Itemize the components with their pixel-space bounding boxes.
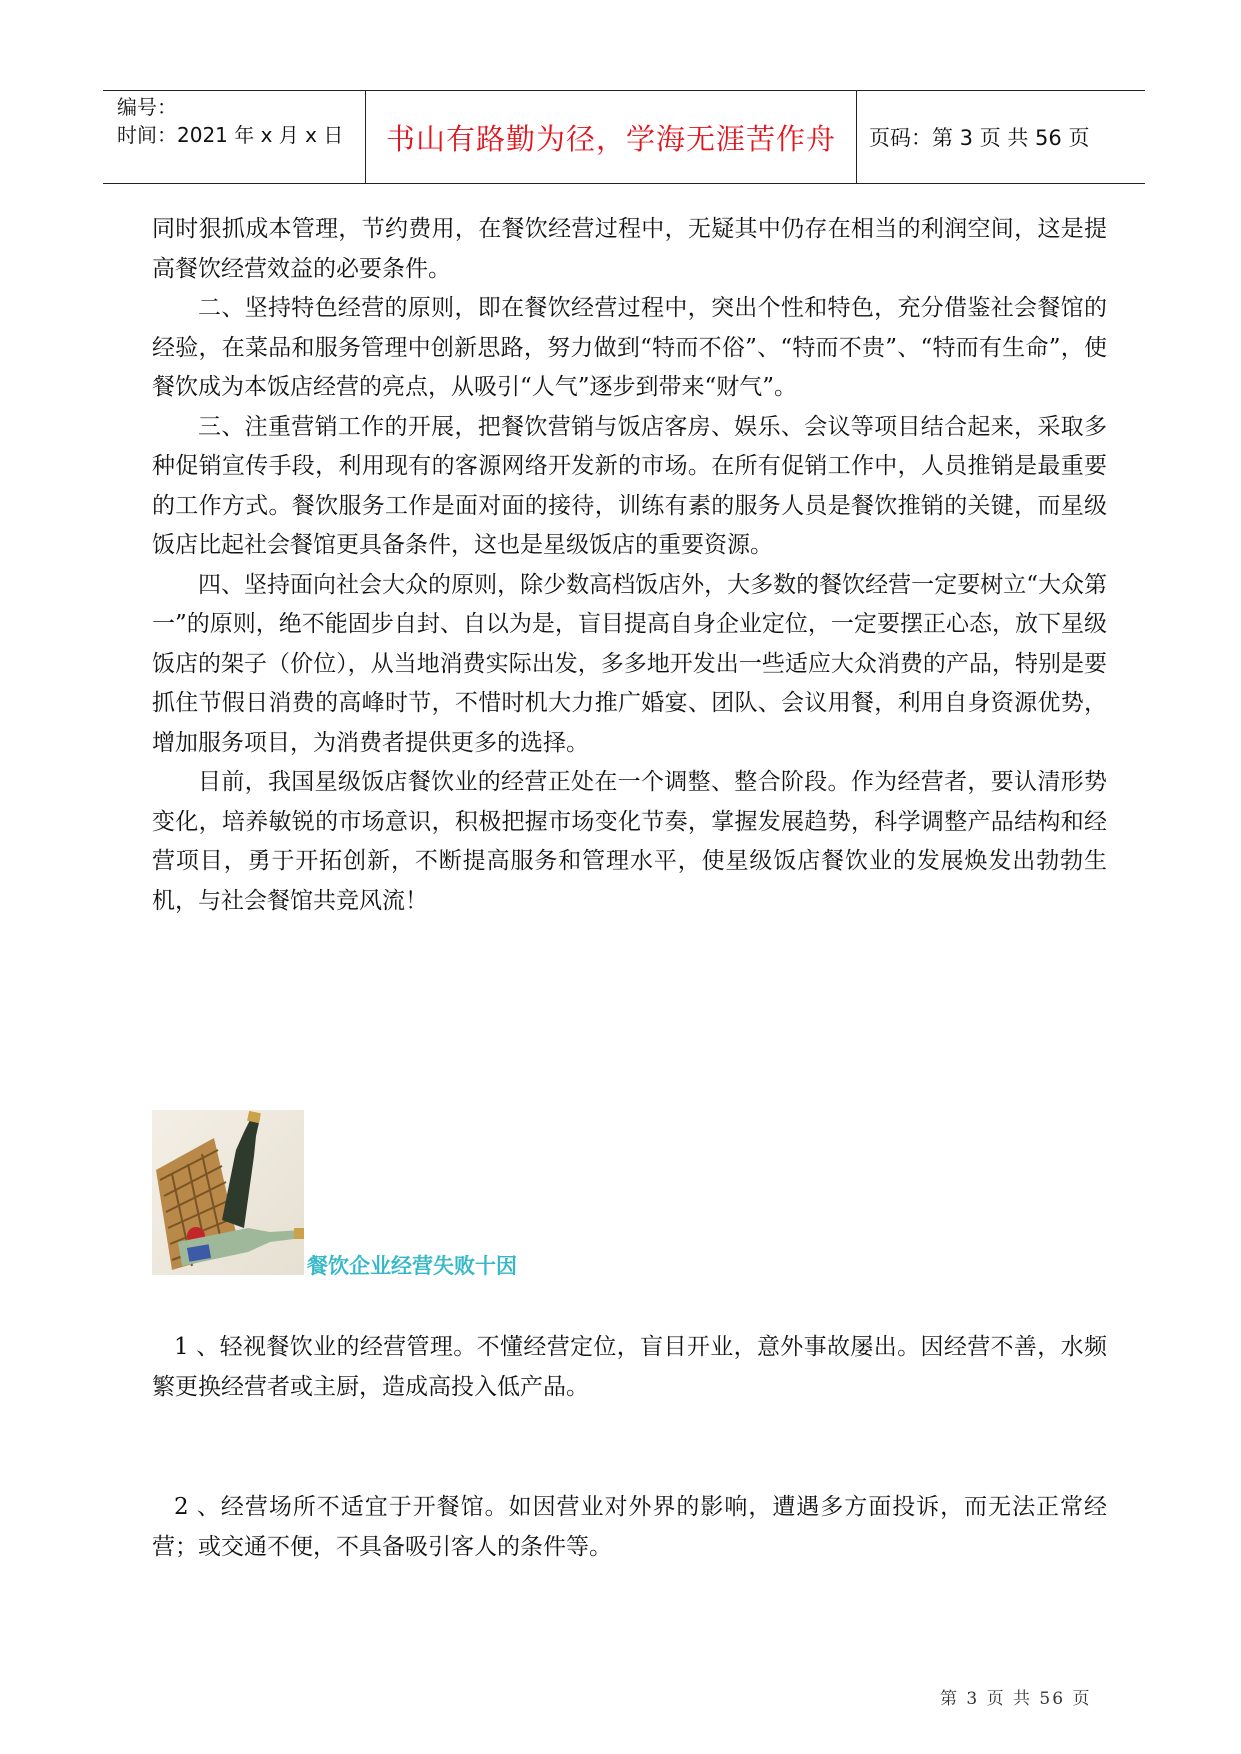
- header-motto: 书山有路勤为径，学海无涯苦作舟: [366, 91, 857, 183]
- list-item: [152, 1487, 1107, 1567]
- list-item-text: 1 、轻视餐饮业的经营管理。不懂经营定位，盲目开业，意外事故屡出。因经营不善，水频繁更换经营者或主厨，造成高投入低产品。: [152, 1334, 1107, 1400]
- page-header: [103, 90, 1145, 184]
- header-page-code: 页码：第 3 页 共 56 页: [869, 126, 1090, 150]
- list-item: [152, 1327, 1107, 1407]
- body-content: [152, 210, 1107, 921]
- wine-bottles-image: [152, 1110, 304, 1275]
- paragraph: 三、注重营销工作的开展，把餐饮营销与饭店客房、娱乐、会议等项目结合起来，采取多种促销宣传手段，利用现有的客源网络开发新的市场。在所有促销工作中，人员推销是最重要的工作方式。餐饮服务工作是面对面的接待，训练有素的服务人员是餐饮推销的关键，而星级饭店比起社会餐馆更具备条件，这也是星级饭店的重要资源。: [152, 413, 1107, 558]
- paragraph: 目前，我国星级饭店餐饮业的经营正处在一个调整、整合阶段。作为经营者，要认清形势变化，培养敏锐的市场意识，积极把握市场变化节奏，掌握发展趋势，科学调整产品结构和经营项目，勇于开拓创新，不断提高服务和管理水平，使星级饭店餐饮业的发展焕发出勃勃生机，与社会餐馆共竞风流！: [152, 769, 1107, 914]
- header-number: 编号：: [117, 95, 177, 119]
- paragraph: 四、坚持面向社会大众的原则，除少数高档饭店外，大多数的餐饮经营一定要树立“大众第一”的原则，绝不能固步自封、自以为是，盲目提高自身企业定位，一定要摆正心态，放下星级饭店的架子（价位），从当地消费实际出发，多多地开发出一些适应大众消费的产品，特别是要抓住节假日消费的高峰时节，不惜时机大力推广婚宴、团队、会议用餐，利用自身资源优势，增加服务项目，为消费者提供更多的选择。: [152, 571, 1107, 756]
- section-title: 餐饮企业经营失败十因: [307, 1254, 517, 1278]
- paragraph: 同时狠抓成本管理，节约费用，在餐饮经营过程中，无疑其中仍存在相当的利润空间，这是提高餐饮经营效益的必要条件。: [152, 216, 1107, 282]
- header-time: 时间：2021 年 x 月 x 日: [117, 123, 344, 147]
- list-item-text: 2 、经营场所不适宜于开餐馆。如因营业对外界的影响，遭遇多方面投诉，而无法正常经营；或交通不便，不具备吸引客人的条件等。: [152, 1494, 1107, 1560]
- page-footer: 第 3 页 共 56 页: [940, 1689, 1092, 1709]
- paragraph: 二、坚持特色经营的原则，即在餐饮经营过程中，突出个性和特色，充分借鉴社会餐馆的经验，在菜品和服务管理中创新思路，努力做到“特而不俗”、“特而不贵”、“特而有生命”，使餐饮成为本饭店经营的亮点，从吸引“人气”逐步到带来“财气”。: [152, 295, 1107, 400]
- header-meta: [103, 91, 366, 183]
